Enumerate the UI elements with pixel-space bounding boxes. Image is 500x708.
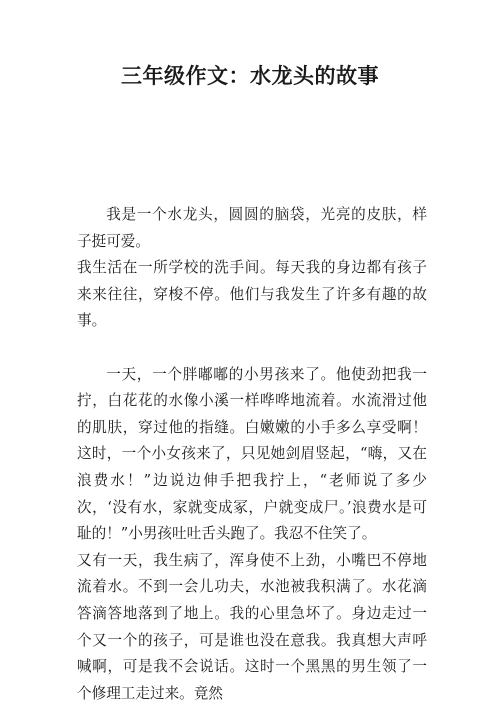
paragraph-story-one: 一天，一个胖嘟嘟的小男孩来了。他使劲把我一拧，白花花的水像小溪一样哗哗地流着。水流滑过他的肌肤，穿过他的指缝。白嫩嫩的小手多么享受啊！这时，一个小女孩来了，只见她剑眉竖起，“嗨，又在浪费水！”边说边伸手把我拧上，“老师说了多少次，‘没有水，家就变成冢，户就变成尸。’浪费水是可耻的！”小男孩吐吐舌头跑了。我忍不住笑了。 (77, 365, 427, 543)
paragraph-setting: 我生活在一所学校的洗手间。每天我的身边都有孩子来来往往，穿梭不停。他们与我发生了许多有趣的故事。 (77, 259, 427, 330)
document-title: 三年级作文：水龙头的故事 (121, 63, 379, 88)
paragraph-intro: 我是一个水龙头，圆圆的脑袋，光亮的皮肤，样子挺可爱。 (77, 206, 427, 250)
paragraph-gap (77, 335, 427, 362)
paragraph-story-two: 又有一天，我生病了，浑身使不上劲，小嘴巴不停地流着水。不到一会儿功夫，水池被我积满了。水花滴答滴答地落到了地上。我的心里急坏了。身边走过一个又一个的孩子，可是谁也没在意我。我真想大声呼喊啊，可是我不会说话。这时一个黑黑的男生领了一个修理工走过来。竟然 (77, 551, 427, 702)
document-body (77, 202, 427, 707)
